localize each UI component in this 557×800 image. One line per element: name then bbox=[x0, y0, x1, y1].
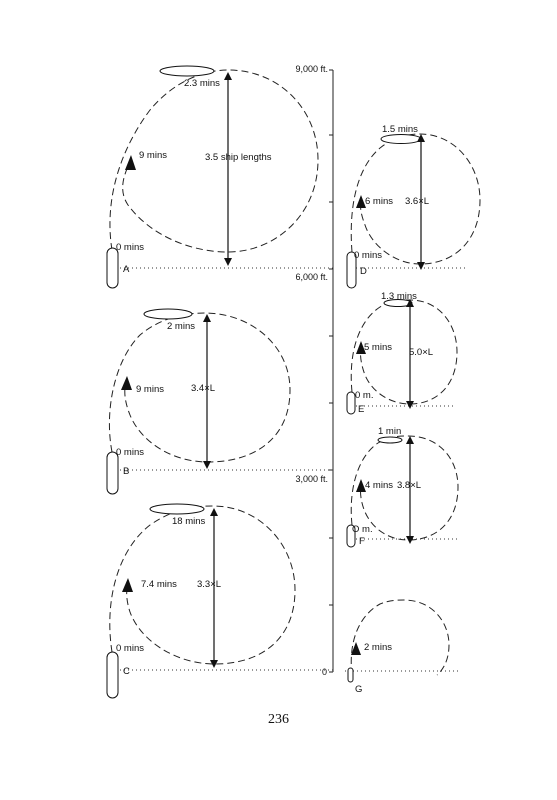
turn-e bbox=[347, 291, 457, 415]
label-c-start: 0 mins bbox=[116, 643, 144, 654]
ship-start-g bbox=[348, 668, 353, 682]
label-b-start: 0 mins bbox=[116, 447, 144, 458]
label-a-letter: A bbox=[123, 264, 130, 275]
label-c-end: 18 mins bbox=[172, 516, 206, 527]
axis-label-6000: 6,000 ft. bbox=[295, 272, 328, 282]
label-a-diameter: 3.5 ship lengths bbox=[205, 152, 272, 163]
label-b-diameter: 3.4×L bbox=[191, 383, 216, 394]
label-a-start: 0 mins bbox=[116, 242, 144, 253]
label-b-mid: 9 mins bbox=[136, 384, 164, 395]
ship-start-c bbox=[107, 652, 118, 698]
turn-path-g bbox=[351, 600, 449, 675]
ship-start-b bbox=[107, 452, 118, 494]
label-e-diameter: 5.0×L bbox=[409, 347, 434, 358]
label-e-mid: 5 mins bbox=[364, 342, 392, 353]
ship-start-e bbox=[347, 392, 355, 414]
ship-start-a bbox=[107, 248, 118, 288]
ship-end-b bbox=[144, 309, 192, 319]
label-c-mid: 7.4 mins bbox=[141, 579, 177, 590]
label-d-mid: 6 mins bbox=[365, 196, 393, 207]
heading-arrow-b bbox=[121, 376, 132, 390]
ship-end-c bbox=[150, 504, 204, 514]
axis-label-0: 0 bbox=[321, 667, 327, 677]
axis-label-3000: 3,000 ft. bbox=[295, 474, 328, 484]
label-e-end: 1.3 mins bbox=[381, 291, 417, 302]
turn-a bbox=[107, 66, 333, 288]
heading-arrow-c bbox=[122, 578, 133, 592]
label-a-end: 2.3 mins bbox=[184, 78, 220, 89]
label-d-letter: D bbox=[360, 266, 367, 277]
label-e-start: 0 m. bbox=[355, 390, 374, 401]
label-c-letter: C bbox=[123, 666, 130, 677]
label-b-letter: B bbox=[123, 466, 130, 477]
label-f-start: O m. bbox=[352, 524, 373, 535]
label-a-mid: 9 mins bbox=[139, 150, 167, 161]
turn-d bbox=[347, 124, 480, 288]
label-d-start: 0 mins bbox=[354, 250, 382, 261]
ship-end-f bbox=[378, 437, 402, 443]
turn-c bbox=[107, 504, 333, 698]
distance-axis bbox=[295, 64, 333, 677]
label-b-end: 2 mins bbox=[167, 321, 195, 332]
heading-arrow-a bbox=[125, 155, 136, 170]
label-f-diameter: 3.8×L bbox=[397, 480, 422, 491]
ship-end-d bbox=[381, 135, 421, 144]
page-number: 236 bbox=[268, 712, 289, 727]
label-d-diameter: 3.6×L bbox=[405, 196, 430, 207]
label-d-end: 1.5 mins bbox=[382, 124, 418, 135]
label-f-letter: F bbox=[359, 536, 365, 547]
label-g-mid: 2 mins bbox=[364, 642, 392, 653]
label-f-mid: 4 mins bbox=[365, 480, 393, 491]
turn-f bbox=[347, 426, 458, 547]
turn-g bbox=[345, 600, 458, 695]
label-e-letter: E bbox=[358, 404, 365, 415]
axis-label-9000: 9,000 ft. bbox=[295, 64, 328, 74]
label-f-end: 1 min bbox=[378, 426, 402, 437]
label-g-letter: G bbox=[355, 684, 363, 695]
turn-b bbox=[107, 309, 333, 494]
label-c-diameter: 3.3×L bbox=[197, 579, 222, 590]
ship-end-a bbox=[160, 66, 214, 76]
